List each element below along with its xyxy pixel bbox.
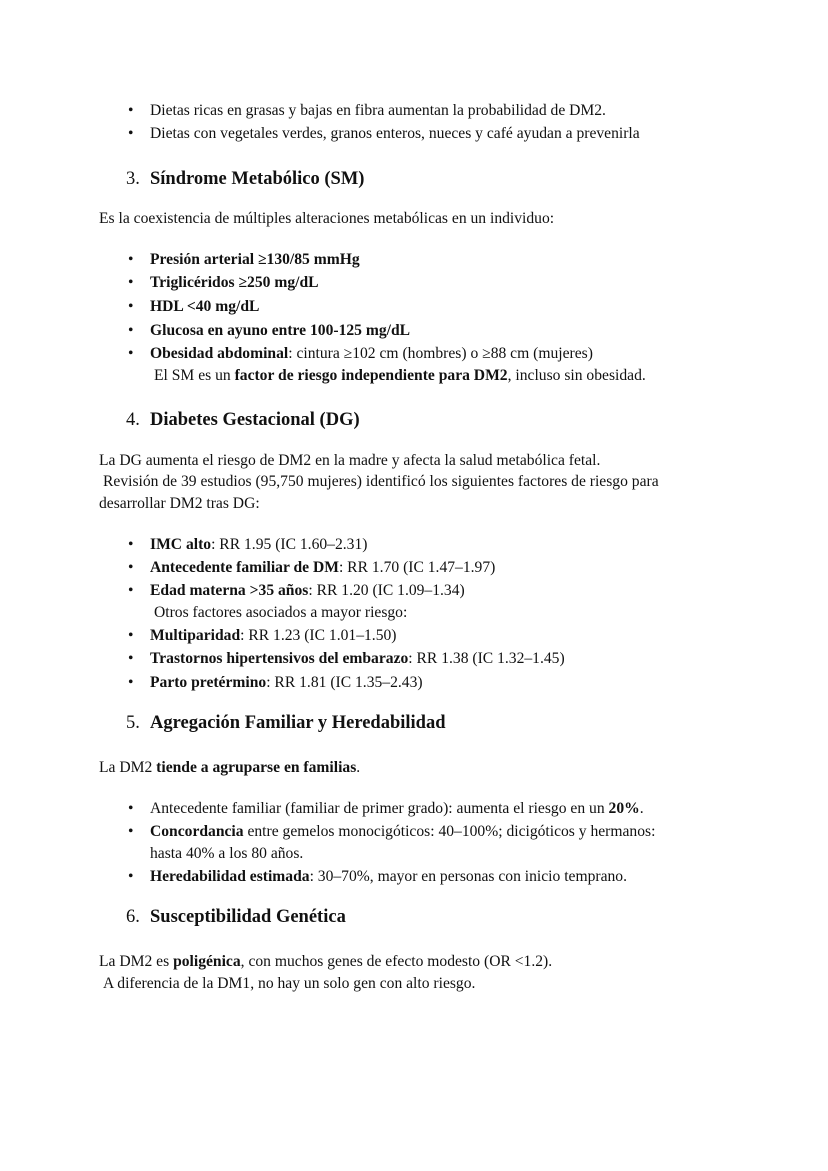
text: La DM2 bbox=[99, 759, 157, 776]
bold-text: Obesidad abdominal bbox=[150, 345, 289, 362]
bold-text: Parto pretérmino bbox=[150, 674, 267, 691]
text: La DM2 es bbox=[99, 953, 174, 970]
bold-text: poligénica bbox=[173, 953, 241, 970]
list-item-text: : RR 1.38 (IC 1.32–1.45) bbox=[408, 650, 565, 667]
section-heading-3 bbox=[126, 166, 364, 192]
paragraph: desarrollar DM2 tras DG: bbox=[99, 495, 260, 512]
section-heading-6 bbox=[126, 904, 346, 930]
list-item-text: Dietas ricas en grasas y bajas en fibra aumentan la probabilidad de DM2. bbox=[150, 102, 606, 119]
bold-text: Antecedente familiar de DM bbox=[150, 559, 339, 576]
list-item-text: : RR 1.70 (IC 1.47–1.97) bbox=[338, 559, 496, 576]
heading-number: 5. bbox=[126, 713, 140, 733]
heading-number: 4. bbox=[126, 410, 140, 430]
paragraph: A diferencia de la DM1, no hay un solo gen con alto riesgo. bbox=[103, 975, 476, 992]
heading-number: 3. bbox=[126, 169, 140, 189]
bold-text: Glucosa en ayuno entre 100-125 mg/dL bbox=[150, 322, 411, 339]
bold-text: Edad materna >35 años bbox=[150, 582, 309, 599]
list-item-text: : cintura ≥102 cm (hombres) o ≥88 cm (mujeres) bbox=[288, 345, 593, 362]
paragraph: Es la coexistencia de múltiples alteraciones metabólicas en un individuo: bbox=[99, 210, 555, 227]
heading-text: Diabetes Gestacional (DG) bbox=[150, 410, 360, 430]
heading-text: Agregación Familiar y Heredabilidad bbox=[150, 713, 446, 733]
bold-text: tiende a agruparse en familias bbox=[156, 759, 357, 776]
text: El SM es un bbox=[154, 367, 235, 384]
bold-text: Heredabilidad estimada bbox=[150, 868, 310, 885]
list-item-text: : RR 1.20 (IC 1.09–1.34) bbox=[308, 582, 465, 599]
text: Antecedente familiar (familiar de primer grado): aumenta el riesgo en un bbox=[150, 800, 609, 817]
text: , incluso sin obesidad. bbox=[507, 367, 646, 384]
list-item-continuation: hasta 40% a los 80 años. bbox=[150, 845, 304, 862]
paragraph bbox=[99, 756, 360, 779]
other-factors-label: Otros factores asociados a mayor riesgo: bbox=[154, 604, 408, 621]
heading-number: 6. bbox=[126, 907, 140, 927]
bold-text: Concordancia bbox=[150, 823, 244, 840]
text: , con muchos genes de efecto modesto (OR <1.2). bbox=[240, 953, 553, 970]
list-item-text: Dietas con vegetales verdes, granos enteros, nueces y café ayudan a prevenirla bbox=[150, 125, 640, 142]
list-item-text: : 30–70%, mayor en personas con inicio temprano. bbox=[309, 868, 627, 885]
bold-text: Trastornos hipertensivos del embarazo bbox=[150, 650, 409, 667]
heading-text: Síndrome Metabólico (SM) bbox=[150, 169, 365, 189]
paragraph bbox=[99, 950, 552, 973]
bold-text: Multiparidad bbox=[150, 627, 241, 644]
bold-text: factor de riesgo independiente para DM2 bbox=[234, 367, 508, 384]
text: . bbox=[356, 759, 361, 776]
list-item-text: : RR 1.95 (IC 1.60–2.31) bbox=[211, 536, 368, 553]
list-item-text: : RR 1.23 (IC 1.01–1.50) bbox=[240, 627, 397, 644]
section-heading-5 bbox=[126, 710, 446, 736]
section-heading-4 bbox=[126, 407, 360, 433]
bold-text: HDL <40 mg/dL bbox=[150, 298, 260, 315]
bold-text: 20% bbox=[608, 800, 640, 817]
sm-note bbox=[154, 364, 646, 387]
list-item-text: : RR 1.81 (IC 1.35–2.43) bbox=[266, 674, 423, 691]
paragraph: La DG aumenta el riesgo de DM2 en la madre y afecta la salud metabólica fetal. bbox=[99, 452, 601, 469]
heading-text: Susceptibilidad Genética bbox=[150, 907, 346, 927]
list-item-text: entre gemelos monocigóticos: 40–100%; dicigóticos y hermanos: bbox=[243, 823, 656, 840]
paragraph: Revisión de 39 estudios (95,750 mujeres) identificó los siguientes factores de riesgo para bbox=[103, 473, 659, 490]
bold-text: IMC alto bbox=[150, 536, 212, 553]
bold-text: Presión arterial ≥130/85 mmHg bbox=[150, 251, 360, 268]
text: . bbox=[639, 800, 644, 817]
bold-text: Triglicéridos ≥250 mg/dL bbox=[150, 274, 319, 291]
